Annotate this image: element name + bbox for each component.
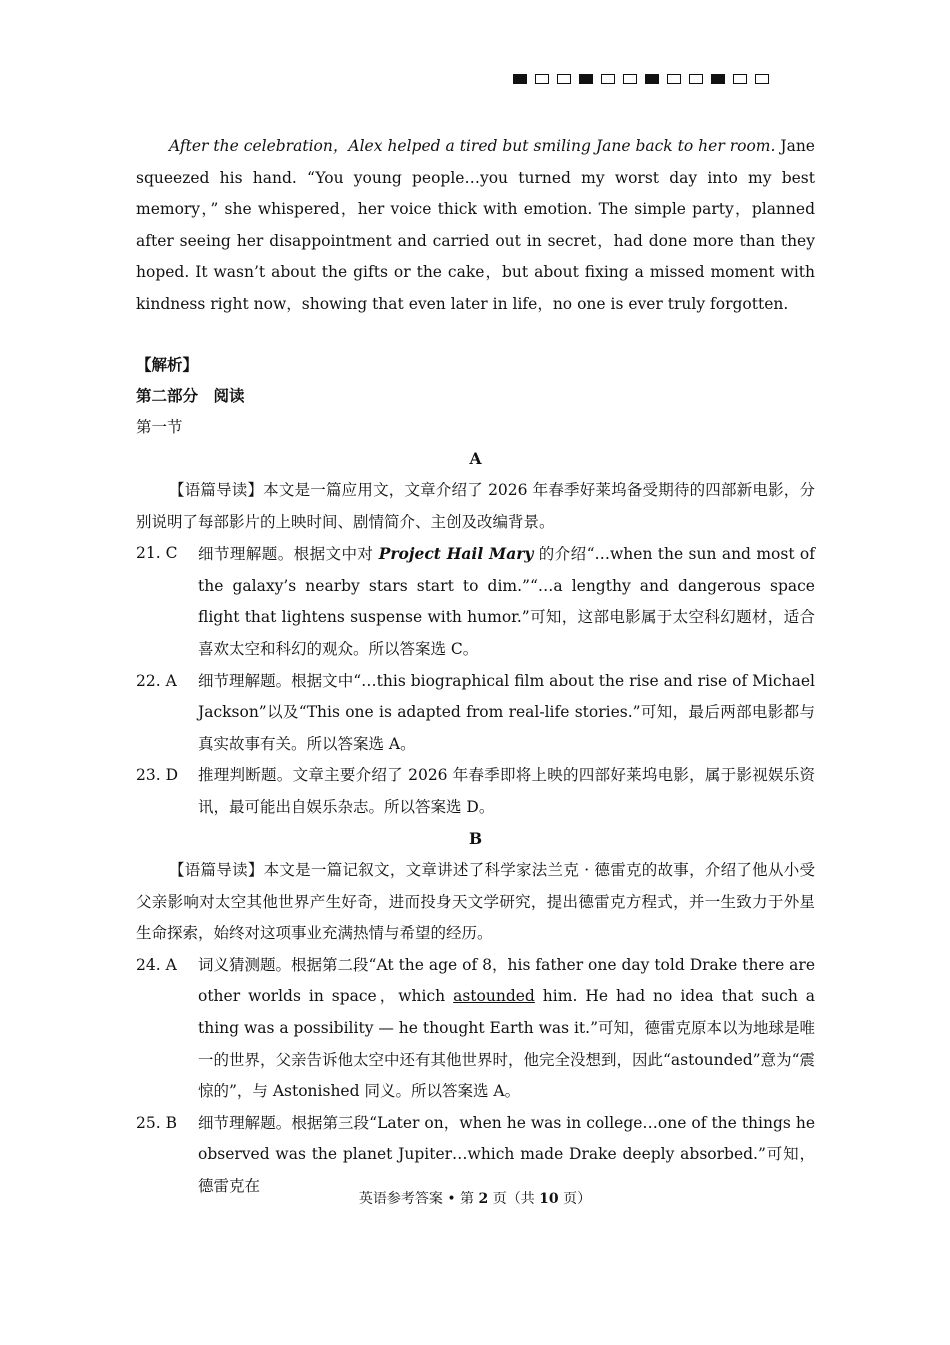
header-marks <box>513 74 769 84</box>
page-content <box>136 131 815 1203</box>
header-mark <box>711 74 725 84</box>
page-total: 10 <box>539 1191 559 1207</box>
answer-item-21 <box>136 538 815 665</box>
item-number: 25. B <box>136 1113 177 1132</box>
passage-a-intro: 【语篇导读】本文是一篇应用文，文章介绍了 2026 年春季好莱坞备受期待的四部新电影，分别说明了每部影片的上映时间、剧情简介、主创及改编背景。 <box>136 480 815 531</box>
header-mark <box>667 74 681 84</box>
header-mark <box>513 74 527 84</box>
answer-item-22 <box>136 666 815 761</box>
item-explanation: 细节理解题。根据文中对 Project Hail Mary 的介绍“…when the sun and most of the galaxy’s nearby stars start to dim.”“…a lengthy and dangerous space flight that lightens suspense with humor.”可知，这部电影属于太空科幻题材，适合喜欢太空和科幻的观众。所以答案选 C。 <box>198 544 815 658</box>
item-explanation: 细节理解题。根据文中“…this biographical film about the rise and rise of Michael Jackson”以及“This one is adapted from real-life stories.”可知，最后两部电影都与真实故事有关。所以答案选 A。 <box>198 671 815 753</box>
item-explanation: 词义猜测题。根据第二段“At the age of 8，his father one day told Drake there are other worlds in space，which astounded him. He had no idea that such a thing was a possibility — he thought Earth was it.”可知，德雷克原本以为地球是唯一的世界，父亲告诉他太空中还有其他世界时，他完全没想到，因此“astounded”意为“震惊的”，与 Astonished 同义。所以答案选 A。 <box>198 955 816 1101</box>
section-title: 第一节 <box>136 417 183 436</box>
film-title: Project Hail Mary <box>378 544 534 564</box>
header-mark <box>623 74 637 84</box>
header-mark <box>689 74 703 84</box>
item-number: 23. D <box>136 766 179 785</box>
story-paragraph <box>136 131 815 321</box>
header-mark <box>601 74 615 84</box>
header-mark <box>645 74 659 84</box>
answer-item-23 <box>136 760 815 823</box>
header-mark <box>557 74 571 84</box>
page-number: 2 <box>478 1191 489 1207</box>
header-mark <box>535 74 549 84</box>
header-mark <box>579 74 593 84</box>
passage-b-letter: B <box>468 829 483 849</box>
story-italic-lead: After the celebration，Alex helped a tired but smiling Jane back to her room. <box>169 137 776 155</box>
item-number: 24. A <box>136 955 177 974</box>
part-title: 第二部分 阅读 <box>136 386 245 406</box>
item-number: 22. A <box>136 671 177 690</box>
item-number: 21. C <box>136 544 178 563</box>
page-footer: 英语参考答案 • 第 2 页（共 10 页） <box>358 1191 592 1207</box>
passage-b-intro: 【语篇导读】本文是一篇记叙文，文章讲述了科学家法兰克 · 德雷克的故事，介绍了他从小受父亲影响对太空其他世界产生好奇，进而投身天文学研究，提出德雷克方程式，并一生致力于外星生命探索，始终对这项事业充满热情与希望的经历。 <box>136 861 815 943</box>
item-explanation: 推理判断题。文章主要介绍了 2026 年春季即将上映的四部好莱坞电影，属于影视娱乐资讯，最可能出自娱乐杂志。所以答案选 D。 <box>198 766 815 816</box>
passage-a-letter: A <box>469 449 482 469</box>
analysis-title: 【解析】 <box>136 354 199 374</box>
story-text: Jane squeezed his hand. “You young people…you turned my worst day into my best memory，” she whispered，her voice thick with emotion. The simple party，planned after seeing her disappointment and carried out in secret，had done more than they hoped. It wasn’t about the gifts or the cake，but about fixing a missed moment with kindness right now，showing that even later in life，no one is ever truly forgotten. <box>136 137 815 313</box>
answer-item-24 <box>136 950 815 1108</box>
header-mark <box>733 74 747 84</box>
item-explanation: 细节理解题。根据第三段“Later on，when he was in college…one of the things he observed was the planet Jupiter…which made Drake deeply absorbed.”可知，德雷克在 <box>198 1113 815 1195</box>
header-mark <box>755 74 769 84</box>
underlined-word: astounded <box>453 987 535 1006</box>
